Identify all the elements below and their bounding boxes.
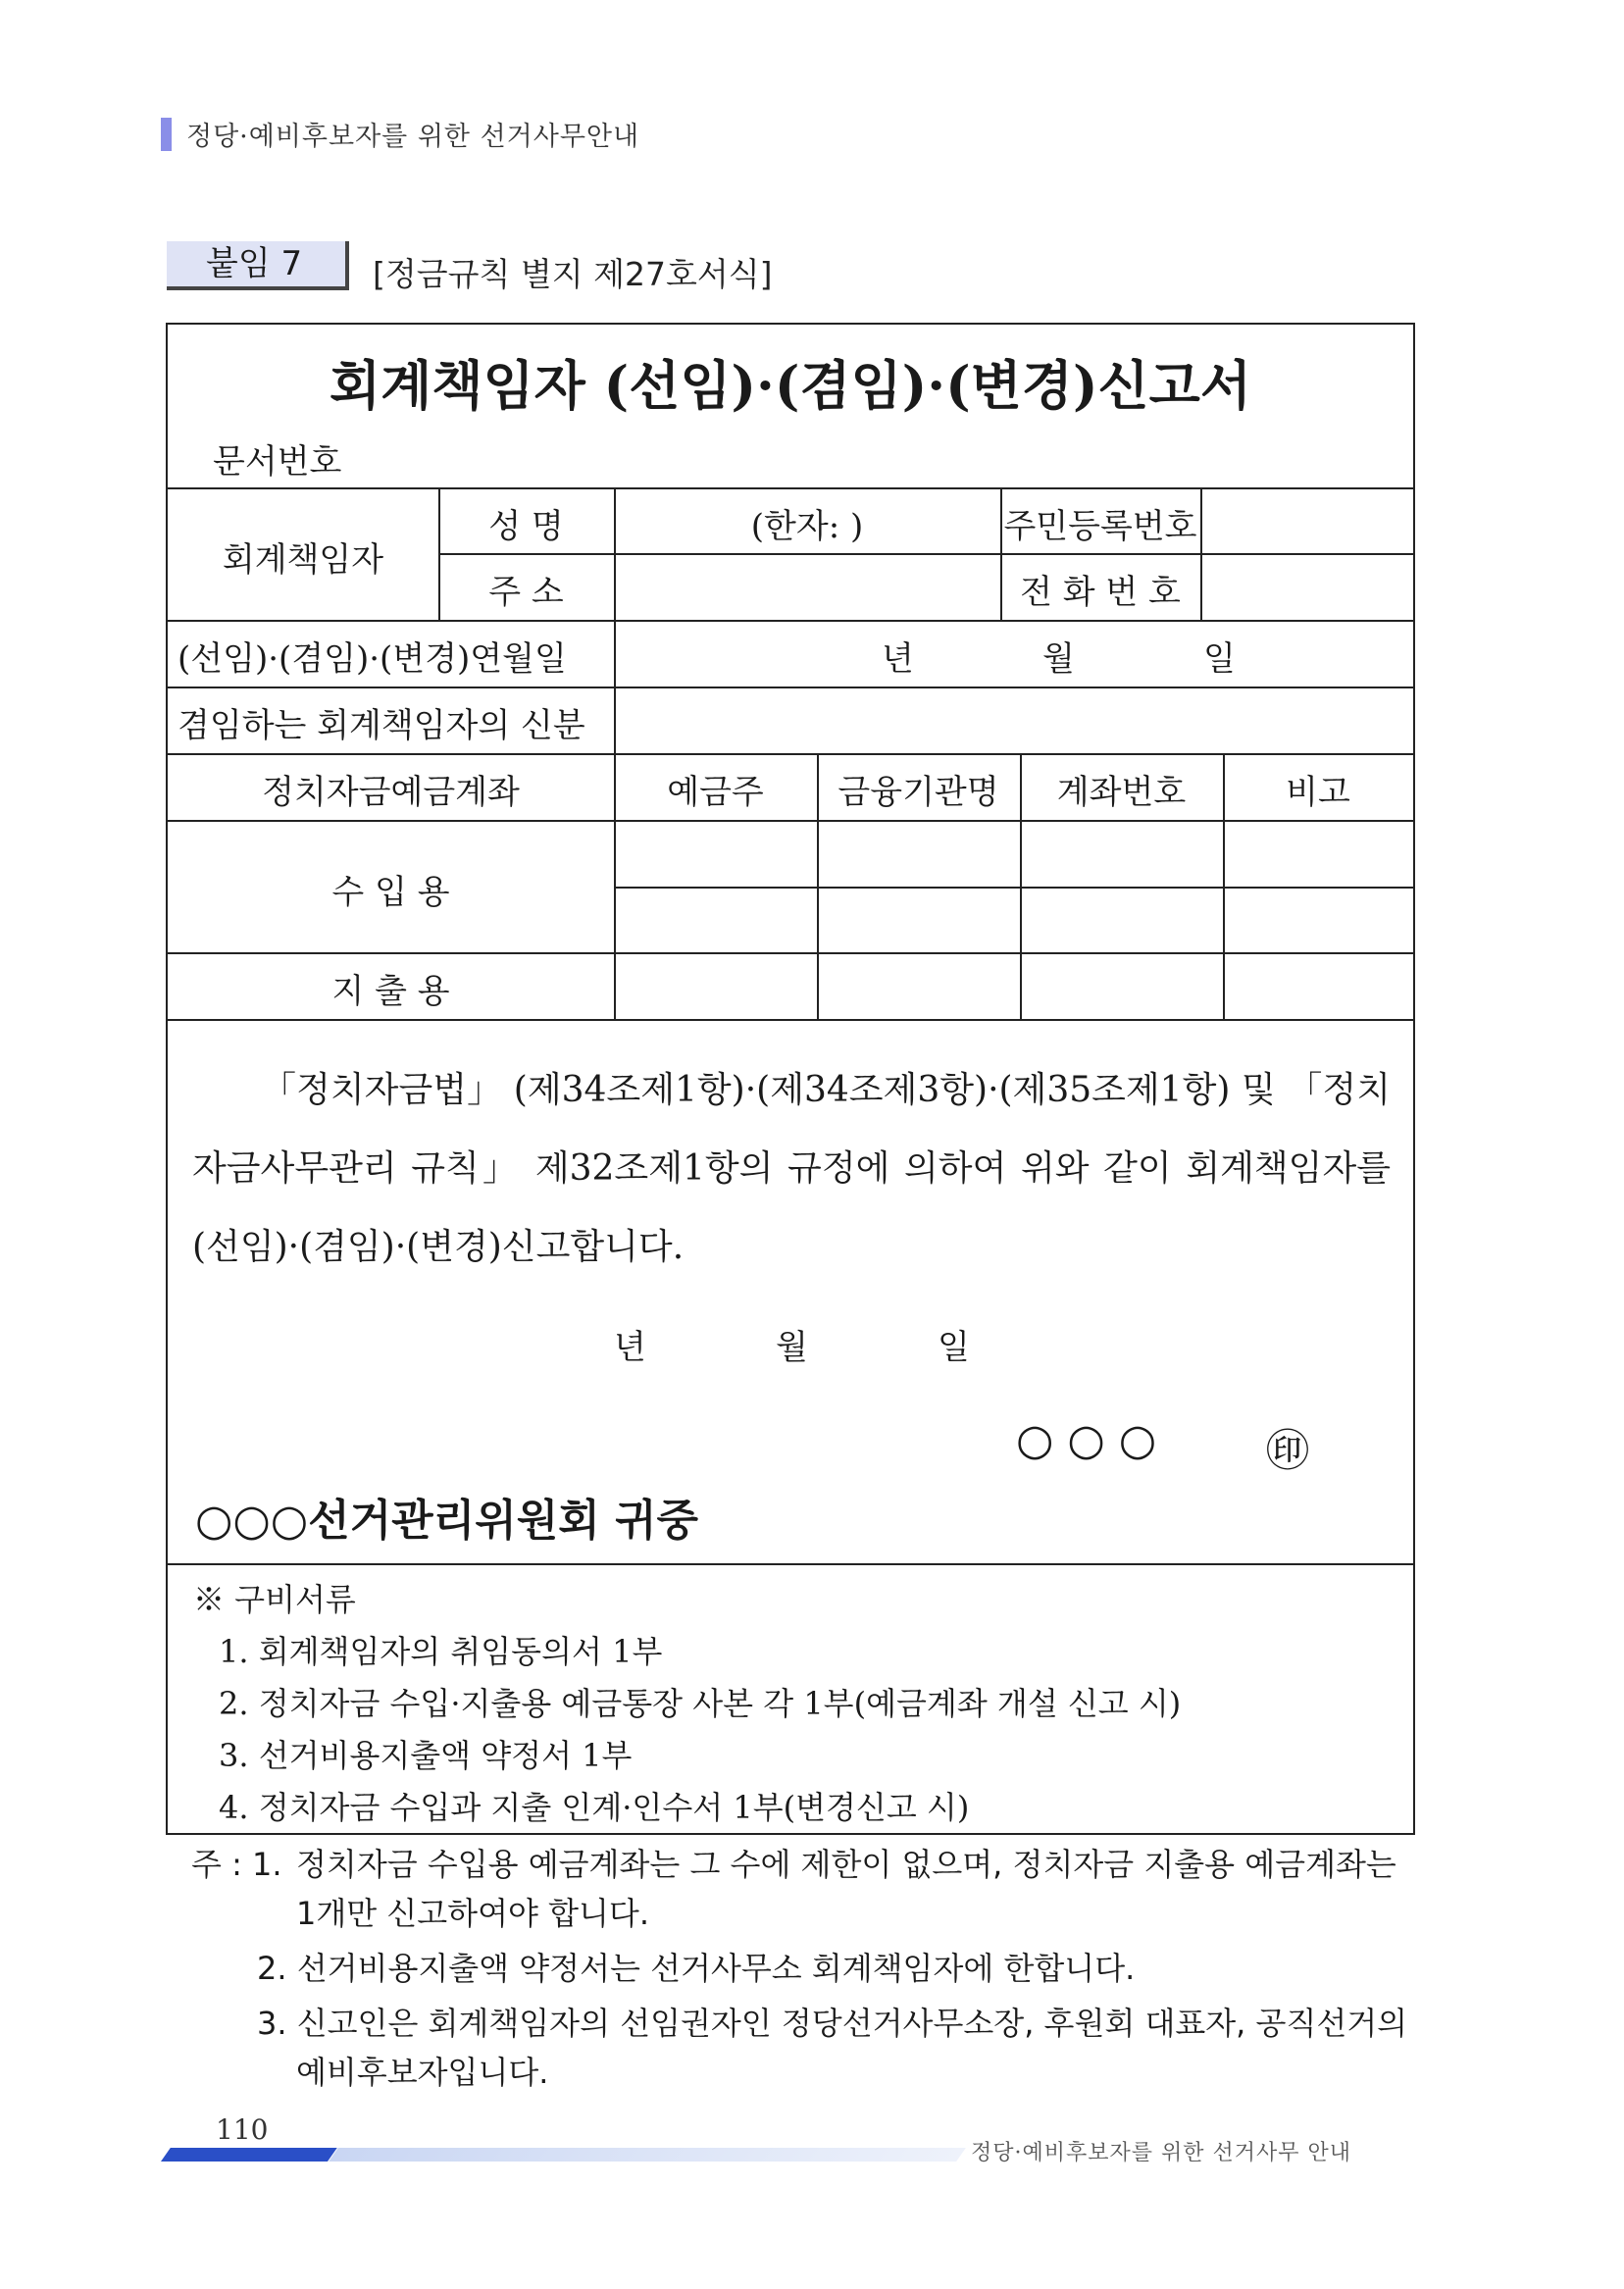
row-divider xyxy=(168,820,1413,822)
note-2: 2. 선거비용지출액 약정서는 선거사무소 회계책임자에 한합니다. xyxy=(257,1950,1136,1987)
attachment-label: 붙임 7 xyxy=(167,241,349,290)
row-divider xyxy=(168,1019,1413,1021)
sign-month-label: 월 xyxy=(776,1328,808,1367)
report-form xyxy=(166,323,1415,1835)
body-line-3: (선임)·(겸임)·(변경)신고합니다. xyxy=(192,1227,685,1267)
doc-item-1: 1. 회계책임자의 취임동의서 1부 xyxy=(219,1633,663,1670)
rrn-label: 주민등록번호 xyxy=(1003,507,1197,546)
row-divider xyxy=(168,687,1413,688)
row-divider xyxy=(168,487,1413,489)
expense-label: 지 출 용 xyxy=(331,972,450,1011)
page-number: 110 xyxy=(216,2113,269,2146)
col-divider xyxy=(614,487,616,1019)
year-label: 년 xyxy=(882,639,914,679)
note-1-line-1: 정치자금 수입용 예금계좌는 그 수에 제한이 없으며, 정치자금 지출용 예금계좌는 xyxy=(296,1846,1396,1883)
seal-mark: ㊞ xyxy=(1266,1426,1309,1476)
sign-year-label: 년 xyxy=(614,1328,646,1367)
form-title: 회계책임자 (선임)·(겸임)·(변경)신고서 xyxy=(330,354,1251,417)
name-label: 성 명 xyxy=(488,507,564,546)
sign-day-label: 일 xyxy=(938,1328,970,1367)
hanja-field: (한자: ) xyxy=(750,507,864,546)
date-row-label: (선임)·(겸임)·(변경)연월일 xyxy=(178,639,567,679)
signer-name: ○ ○ ○ xyxy=(1016,1415,1157,1465)
row-divider xyxy=(168,1563,1413,1565)
col-holder: 예금주 xyxy=(667,773,764,812)
row-divider xyxy=(168,753,1413,755)
accountant-label: 회계책임자 xyxy=(222,540,384,580)
header-accent-bar xyxy=(161,118,172,151)
row-divider xyxy=(438,553,1413,555)
row-divider xyxy=(168,620,1413,622)
month-label: 월 xyxy=(1042,639,1075,679)
col-number: 계좌번호 xyxy=(1056,773,1187,812)
doc-item-3: 3. 선거비용지출액 약정서 1부 xyxy=(219,1737,633,1774)
col-divider xyxy=(1200,487,1202,622)
account-label: 정치자금예금계좌 xyxy=(262,773,520,812)
doc-item-4: 4. 정치자금 수입과 지출 인계·인수서 1부(변경신고 시) xyxy=(219,1789,970,1826)
docs-title: ※ 구비서류 xyxy=(193,1581,356,1618)
phone-label: 전 화 번 호 xyxy=(1020,573,1181,612)
addressee: ○○○선거관리위원회 귀중 xyxy=(195,1496,699,1546)
doc-number-label: 문서번호 xyxy=(213,442,342,482)
footer-accent-stripe xyxy=(161,2148,337,2162)
doc-item-2: 2. 정치자금 수입·지출용 예금통장 사본 각 1부(예금계좌 개설 신고 시) xyxy=(219,1685,1182,1722)
body-line-2: 자금사무관리 규칙」 제32조제1항의 규정에 의하여 위와 같이 회계책임자를 xyxy=(192,1148,1391,1189)
address-label: 주 소 xyxy=(488,573,564,612)
col-bank: 금융기관명 xyxy=(837,773,999,812)
row-divider xyxy=(168,952,1413,954)
income-label: 수 입 용 xyxy=(331,873,450,912)
footer-light-stripe xyxy=(329,2148,966,2162)
form-reference: [정금규칙 별지 제27호서식] xyxy=(373,255,773,293)
note-3-line-1: 3. 신고인은 회계책임자의 선임권자인 정당선거사무소장, 후원회 대표자, 공직선거의 xyxy=(257,2005,1408,2042)
row-divider xyxy=(614,887,1413,889)
day-label: 일 xyxy=(1203,639,1236,679)
body-line-1: 「정치자금법」 (제34조제1항)·(제34조제3항)·(제35조제1항) 및 「정치 xyxy=(261,1070,1391,1110)
note-3-line-2: 예비후보자입니다. xyxy=(296,2054,549,2091)
running-title: 정당·예비후보자를 위한 선거사무안내 xyxy=(186,122,640,152)
concurrent-label: 겸임하는 회계책임자의 신분 xyxy=(178,706,585,745)
col-note: 비고 xyxy=(1286,773,1350,812)
note-prefix: 주 : 1. xyxy=(191,1846,282,1883)
footer-title: 정당·예비후보자를 위한 선거사무 안내 xyxy=(971,2141,1352,2165)
note-1-line-2: 1개만 신고하여야 합니다. xyxy=(296,1895,649,1932)
